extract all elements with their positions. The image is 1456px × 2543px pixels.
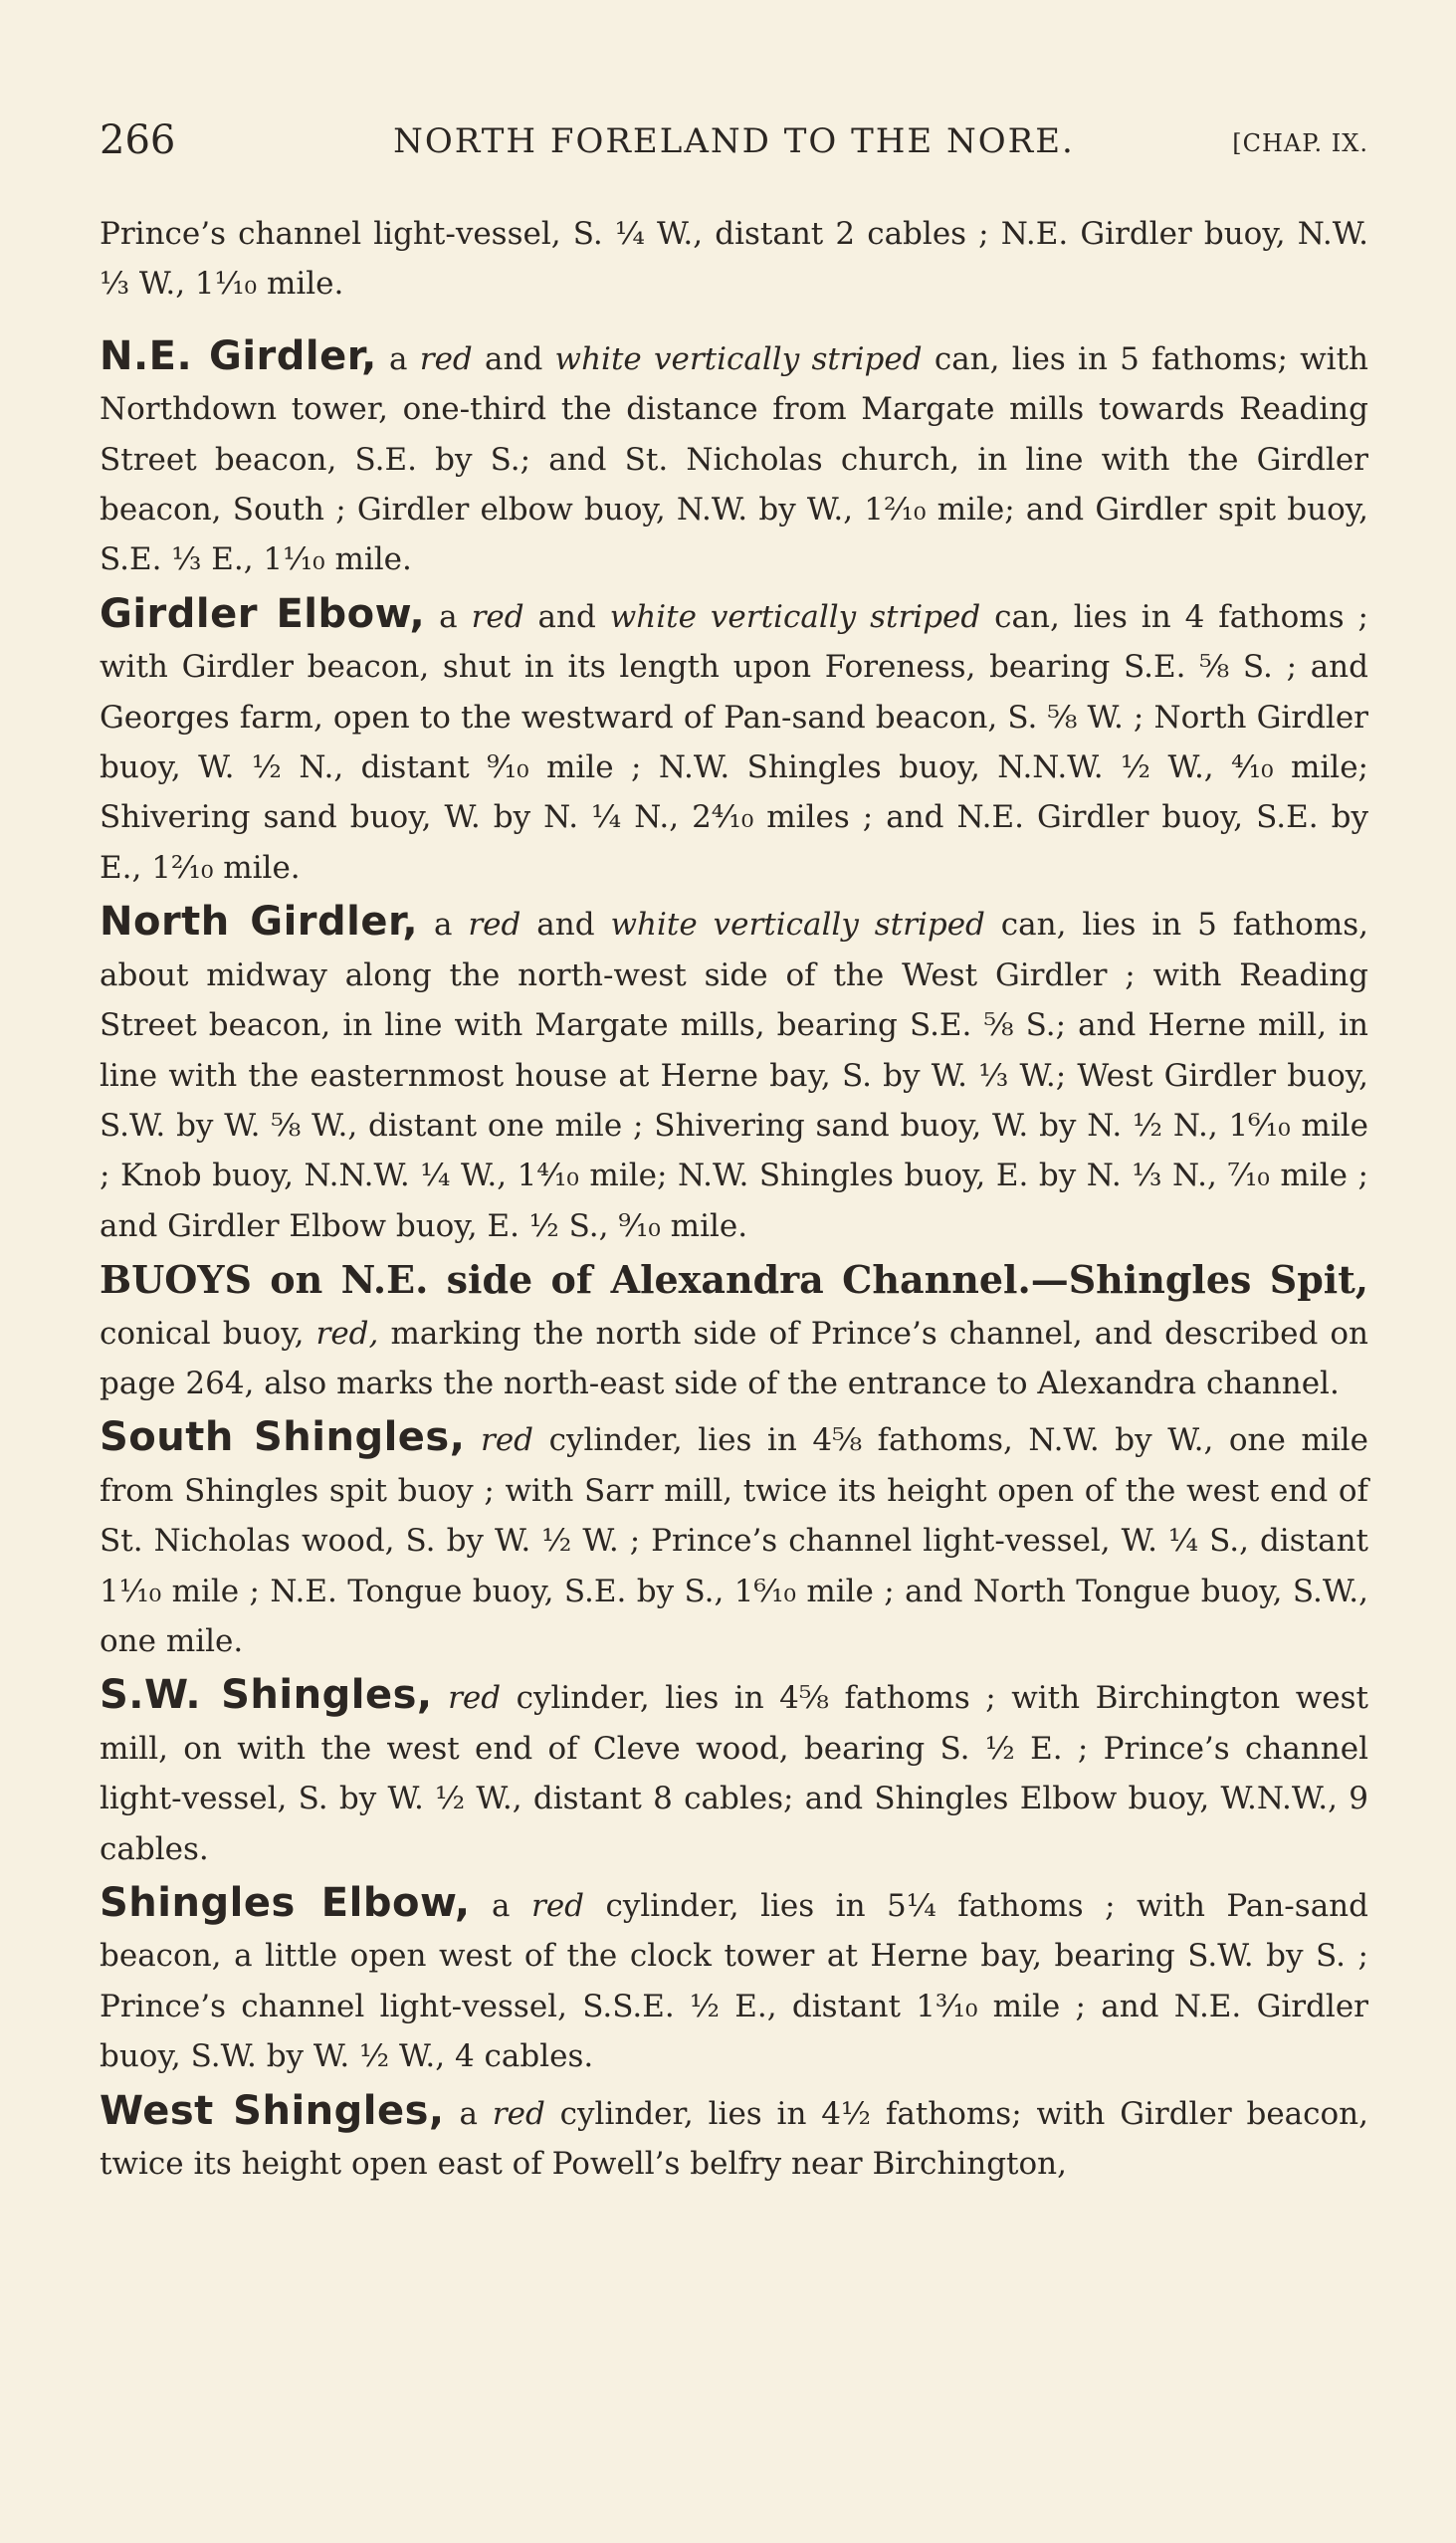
entry-south-shingles: South Shingles, red cylinder, lies in 4⅝ fathoms, N.W. by W., one mile from Shingles spit buoy ; with Sarr mill, twice its height open of the west end of St. Nicholas wood, S. by W. ½ W. ; Prince’s channel light-vessel, W. ¼ S., distant 1⅟₁₀ mile ; N.E. Tongue buoy, S.E. by S., 1⁶⁄₁₀ mile ; and North Tongue buoy, S.W., one mile. [100, 1414, 1368, 1659]
entry-heading: N.E. Girdler, [100, 332, 377, 379]
entry-west-shingles: West Shingles, a red cylinder, lies in 4½ fathoms; with Girdler beacon, twice its height open east of Powell’s belfry near Birchington, [100, 2087, 1368, 2183]
entry-girdler-elbow: Girdler Elbow, a red and white vertically striped can, lies in 4 fathoms ; with Girdler beacon, shut in its length upon Foreness, bearing S.E. ⅝ S. ; and Georges farm, open to the westward of Pan-sand beacon, S. ⅝ W. ; North Girdler buoy, W. ½ N., distant ⁹⁄₁₀ mile ; N.W. Shingles buoy, N.N.W. ½ W., ⁴⁄₁₀ mile; Shivering sand buoy, W. by N. ¼ N., 2⁴⁄₁₀ miles ; and N.E. Girdler buoy, S.E. by E., 1²⁄₁₀ mile. [100, 590, 1368, 886]
chapter-marker: [CHAP. IX. [1232, 129, 1368, 157]
section-heading: BUOYS on N.E. side of Alexandra Channel.—Shingles Spit, [100, 1257, 1368, 1303]
entry-ne-girdler: N.E. Girdler, a red and white vertically striped can, lies in 5 fathoms; with Northdown tower, one-third the distance from Margate mills towards Reading Street beacon, S.E. by S.; and St. Nicholas church, in line with the Girdler beacon, South ; Girdler elbow buoy, N.W. by W., 1²⁄₁₀ mile; and Girdler spit buoy, S.E. ⅓ E., 1⅟₁₀ mile. [100, 332, 1369, 578]
entry-heading: West Shingles, [100, 2087, 445, 2134]
entry-sw-shingles: S.W. Shingles, red cylinder, lies in 4⅝ fathoms ; with Birchington west mill, on with the west end of Cleve wood, bearing S. ½ E. ; Prince’s channel light-vessel, S. by W. ½ W., distant 8 cables; and Shingles Elbow buoy, W.N.W., 9 cables. [100, 1672, 1368, 1867]
paragraph-continuation: Prince’s channel light-vessel, S. ¼ W., distant 2 cables ; N.E. Girdler buoy, N.W. ⅓ W., 1⅟₁₀ mile. [100, 216, 1368, 303]
entry-heading: Girdler Elbow, [100, 590, 426, 637]
running-title: NORTH FORELAND TO THE NORE. [393, 121, 1075, 161]
entry-heading: North Girdler, [100, 899, 419, 946]
page-number: 266 [100, 117, 176, 163]
entry-heading: Shingles Elbow, [100, 1880, 471, 1926]
entry-heading: South Shingles, [100, 1414, 466, 1461]
entry-north-girdler: North Girdler, a red and white vertically striped can, lies in 5 fathoms, about midway along the north-west side of the West Girdler ; with Reading Street beacon, in line with Margate mills, bearing S.E. ⅝ S.; and Herne mill, in line with the easternmost house at Herne bay, S. by W. ⅓ W.; West Girdler buoy, S.W. by W. ⅝ W., distant one mile ; Shivering sand buoy, W. by N. ½ N., 1⁶⁄₁₀ mile ; Knob buoy, N.N.W. ¼ W., 1⁴⁄₁₀ mile; N.W. Shingles buoy, E. by N. ⅓ N., ⁷⁄₁₀ mile ; and Girdler Elbow buoy, E. ½ S., ⁹⁄₁₀ mile. [100, 899, 1368, 1244]
entry-shingles-spit: BUOYS on N.E. side of Alexandra Channel.—Shingles Spit, conical buoy, red, marking the north side of Prince’s channel, and described on page 264, also marks the north-east side of the entrance to Alexandra channel. [100, 1257, 1368, 1401]
entry-heading: S.W. Shingles, [100, 1672, 433, 1719]
running-header [100, 117, 1368, 173]
page-body [100, 209, 1368, 2193]
entry-shingles-elbow: Shingles Elbow, a red cylinder, lies in 5¼ fathoms ; with Pan-sand beacon, a little open west of the clock tower at Herne bay, bearing S.W. by S. ; Prince’s channel light-vessel, S.S.E. ½ E., distant 1³⁄₁₀ mile ; and N.E. Girdler buoy, S.W. by W. ½ W., 4 cables. [100, 1880, 1368, 2075]
